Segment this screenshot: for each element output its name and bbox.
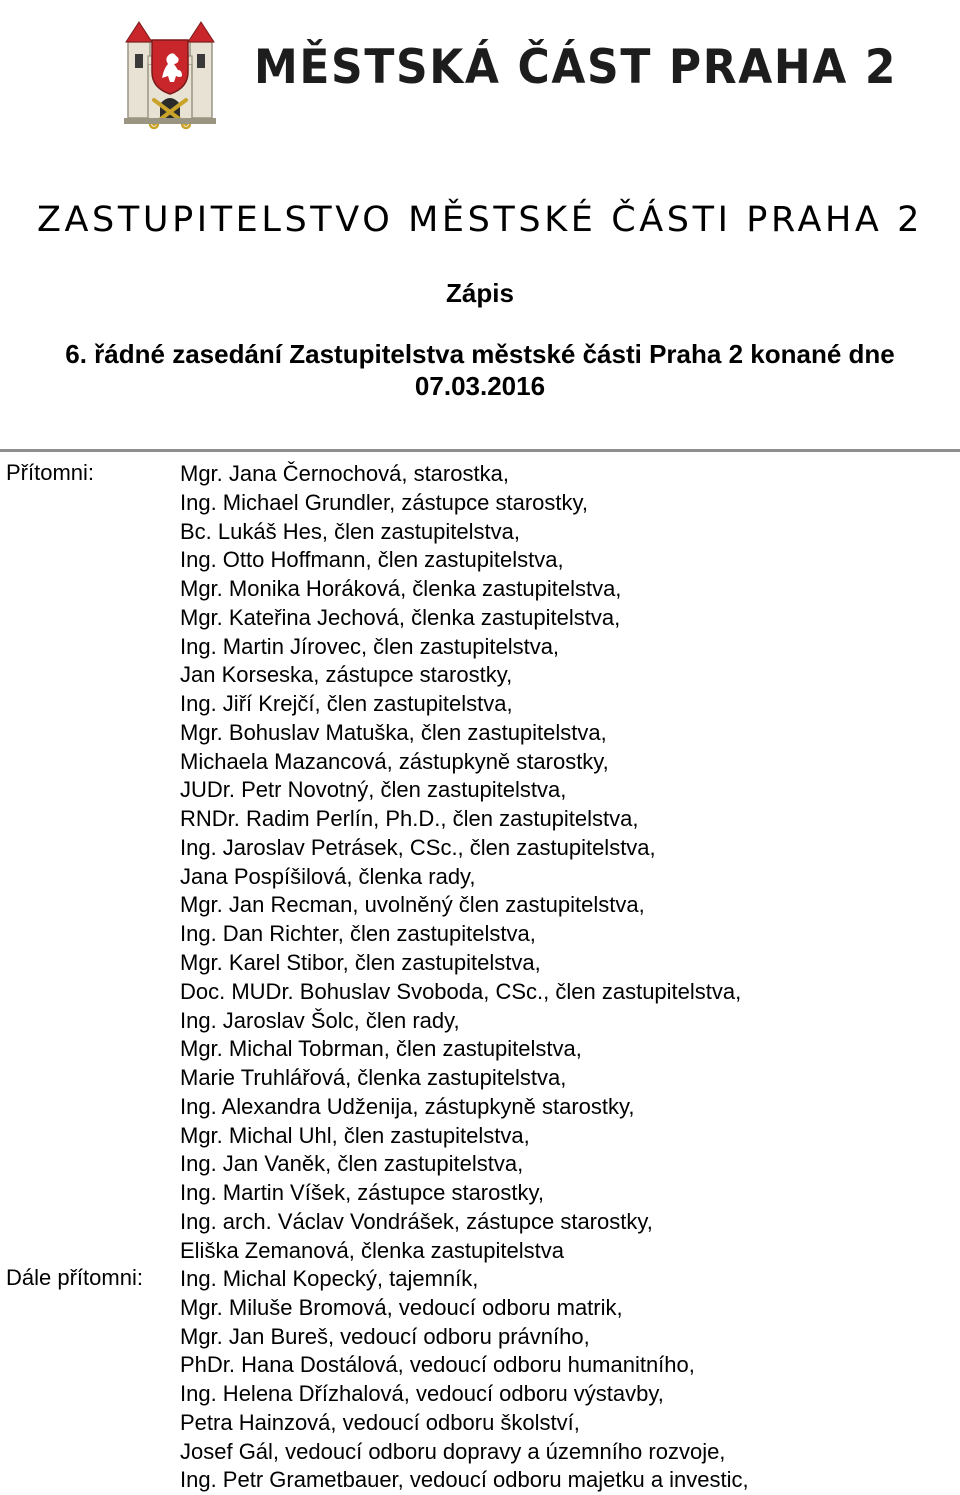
document-subtitle: Zápis <box>446 278 514 308</box>
document-title: ZASTUPITELSTVO MĚSTSKÉ ČÁSTI PRAHA 2 <box>36 200 924 240</box>
list-item: Eliška Zemanová, členka zastupitelstva <box>180 1237 564 1263</box>
list-item: Mgr. Jan Bureš, vedoucí odboru právního, <box>180 1323 590 1349</box>
list-item: Petra Hainzová, vedoucí odboru školství, <box>180 1409 580 1435</box>
list-item: Ing. Jiří Krejčí, člen zastupitelstva, <box>180 691 513 717</box>
list-item: Ing. Jan Vaněk, člen zastupitelstva, <box>180 1151 524 1177</box>
also-present-list <box>180 1265 749 1495</box>
list-item: Bc. Lukáš Hes, člen zastupitelstva, <box>180 518 520 544</box>
list-item: Mgr. Michal Uhl, člen zastupitelstva, <box>180 1122 530 1148</box>
list-item: Ing. Jaroslav Šolc, člen rady, <box>180 1007 460 1033</box>
list-item: Mgr. Monika Horáková, členka zastupitelstva, <box>180 576 622 602</box>
also-present-label: Dále přítomni: <box>6 1265 143 1290</box>
coat-of-arms-icon <box>124 20 216 132</box>
list-item: PhDr. Hana Dostálová, vedoucí odboru humanitního, <box>180 1352 695 1378</box>
list-item: Ing. Jaroslav Petrásek, CSc., člen zastupitelstva, <box>180 834 656 860</box>
list-item: Michaela Mazancová, zástupkyně starostky, <box>180 748 609 774</box>
list-item: JUDr. Petr Novotný, člen zastupitelstva, <box>180 777 567 803</box>
meeting-heading <box>0 338 960 402</box>
list-item: Josef Gál, vedoucí odboru dopravy a územního rozvoje, <box>180 1438 726 1464</box>
list-item: Jana Pospíšilová, členka rady, <box>180 863 476 889</box>
list-item: Ing. Petr Grametbauer, vedoucí odboru majetku a investic, <box>180 1467 749 1493</box>
present-label: Přítomni: <box>6 460 95 485</box>
list-item: Ing. arch. Václav Vondrášek, zástupce starostky, <box>180 1208 653 1234</box>
list-item: Mgr. Michal Tobrman, člen zastupitelstva, <box>180 1036 582 1062</box>
list-item: Mgr. Kateřina Jechová, členka zastupitelstva, <box>180 604 621 630</box>
list-item: Ing. Helena Dřízhalová, vedoucí odboru výstavby, <box>180 1381 664 1407</box>
meeting-heading-line1: 6. řádné zasedání Zastupitelstva městské části Praha 2 konané dne <box>65 339 895 369</box>
list-item: Mgr. Karel Stibor, člen zastupitelstva, <box>180 950 541 976</box>
list-item: Mgr. Jan Recman, uvolněný člen zastupitelstva, <box>180 892 645 918</box>
list-item: Jan Korseska, zástupce starostky, <box>180 662 513 688</box>
list-item: Ing. Dan Richter, člen zastupitelstva, <box>180 921 536 947</box>
list-item: Ing. Michael Grundler, zástupce starostky, <box>180 489 588 515</box>
list-item: Mgr. Jana Černochová, starostka, <box>180 461 509 486</box>
horizontal-divider <box>0 449 960 452</box>
list-item: Marie Truhlářová, členka zastupitelstva, <box>180 1065 567 1091</box>
list-item: Ing. Michal Kopecký, tajemník, <box>180 1266 479 1291</box>
list-item: Ing. Martin Jírovec, člen zastupitelstva, <box>180 633 560 659</box>
list-item: Mgr. Bohuslav Matuška, člen zastupitelstva, <box>180 719 607 745</box>
list-item: Ing. Alexandra Udženija, zástupkyně starostky, <box>180 1093 635 1119</box>
list-item: Ing. Martin Víšek, zástupce starostky, <box>180 1180 544 1206</box>
logo-wordmark: MĚSTSKÁ ČÁST PRAHA 2 <box>254 40 898 96</box>
list-item: Mgr. Miluše Bromová, vedoucí odboru matrik, <box>180 1294 623 1320</box>
list-item: RNDr. Radim Perlín, Ph.D., člen zastupitelstva, <box>180 806 639 832</box>
list-item: Doc. MUDr. Bohuslav Svoboda, CSc., člen zastupitelstva, <box>180 978 742 1004</box>
meeting-date: 07.03.2016 <box>414 371 546 401</box>
present-list <box>180 460 741 1265</box>
list-item: Ing. Otto Hoffmann, člen zastupitelstva, <box>180 547 564 573</box>
